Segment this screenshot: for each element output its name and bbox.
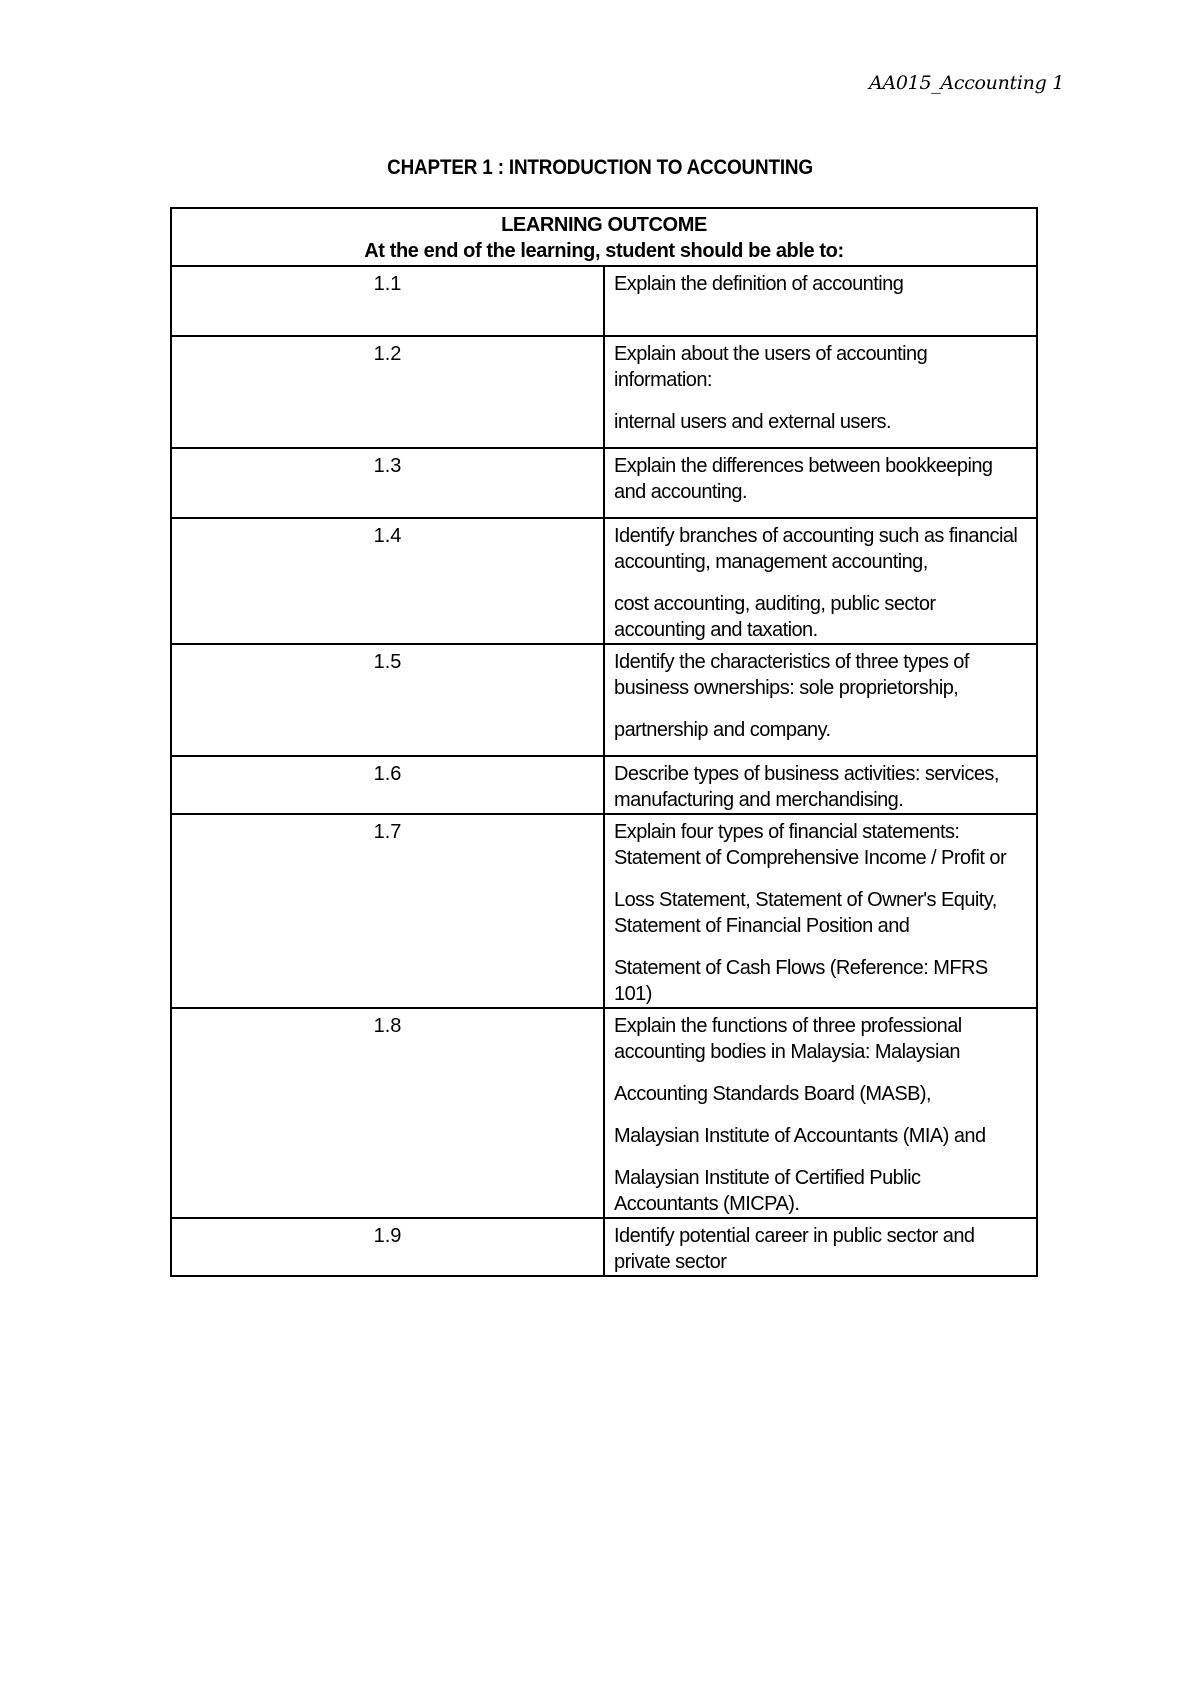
outcome-number: 1.7 xyxy=(373,821,402,843)
table-heading-title: LEARNING OUTCOME xyxy=(501,214,707,236)
outcome-description-cell xyxy=(604,448,1037,518)
outcome-number-cell xyxy=(171,814,604,1008)
table-heading-subtitle: At the end of the learning, student should be able to: xyxy=(364,240,844,262)
outcome-text: Malaysian Institute of Certified Public Accountants (MICPA). xyxy=(614,1167,921,1215)
outcome-text: Accounting Standards Board (MASB), xyxy=(614,1083,932,1105)
outcome-description-cell xyxy=(604,266,1037,336)
outcome-description-cell xyxy=(604,1218,1037,1276)
table-header-row xyxy=(171,208,1037,266)
table-row xyxy=(171,1008,1037,1218)
outcome-number: 1.9 xyxy=(373,1225,402,1247)
outcome-text: Explain four types of financial statements: Statement of Comprehensive Income / Profit or xyxy=(614,821,1007,869)
outcome-text: Malaysian Institute of Accountants (MIA) and xyxy=(614,1125,986,1147)
table-row xyxy=(171,756,1037,814)
outcome-number-cell xyxy=(171,518,604,644)
outcome-number: 1.3 xyxy=(373,455,402,477)
outcome-text: cost accounting, auditing, public sector accounting and taxation. xyxy=(614,593,936,641)
table-row xyxy=(171,448,1037,518)
outcome-text: Explain about the users of accounting information: xyxy=(614,343,928,391)
outcome-number: 1.8 xyxy=(373,1015,402,1037)
table-row xyxy=(171,336,1037,448)
outcome-description-cell xyxy=(604,814,1037,1008)
table-row xyxy=(171,644,1037,756)
outcome-description-cell xyxy=(604,644,1037,756)
table-row xyxy=(171,518,1037,644)
outcome-number-cell xyxy=(171,266,604,336)
outcome-number-cell xyxy=(171,644,604,756)
outcome-number-cell xyxy=(171,336,604,448)
outcome-number: 1.2 xyxy=(373,343,402,365)
outcome-description-cell xyxy=(604,518,1037,644)
table-row xyxy=(171,814,1037,1008)
outcome-text: partnership and company. xyxy=(614,719,831,741)
outcome-number: 1.1 xyxy=(373,273,402,295)
outcome-number: 1.5 xyxy=(373,651,402,673)
outcome-number-cell xyxy=(171,448,604,518)
learning-outcome-table xyxy=(170,207,1038,1277)
outcome-description-cell xyxy=(604,756,1037,814)
outcome-text: Explain the definition of accounting xyxy=(614,273,904,295)
table-row xyxy=(171,1218,1037,1276)
outcome-text: Identify branches of accounting such as financial accounting, management accounting, xyxy=(614,525,1018,573)
outcome-description-cell xyxy=(604,336,1037,448)
outcome-text: Identify potential career in public sector and private sector xyxy=(614,1225,975,1273)
outcome-text: Explain the functions of three professional accounting bodies in Malaysia: Malaysian xyxy=(614,1015,962,1063)
chapter-title: CHAPTER 1 : INTRODUCTION TO ACCOUNTING xyxy=(387,156,813,179)
outcome-description-cell xyxy=(604,1008,1037,1218)
running-header: AA015_Accounting 1 xyxy=(869,72,1064,94)
outcome-number-cell xyxy=(171,1008,604,1218)
outcome-text: internal users and external users. xyxy=(614,411,892,433)
outcome-text: Identify the characteristics of three types of business ownerships: sole proprietorship, xyxy=(614,651,969,699)
outcome-text: Explain the differences between bookkeeping and accounting. xyxy=(614,455,993,503)
outcome-number-cell xyxy=(171,756,604,814)
table-row xyxy=(171,266,1037,336)
outcome-text: Statement of Cash Flows (Reference: MFRS 101) xyxy=(614,957,988,1005)
table-header-cell xyxy=(171,208,1037,266)
outcome-number: 1.6 xyxy=(373,763,402,785)
outcome-text: Describe types of business activities: services, manufacturing and merchandising. xyxy=(614,763,999,811)
outcome-number-cell xyxy=(171,1218,604,1276)
outcome-number: 1.4 xyxy=(373,525,402,547)
outcome-text: Loss Statement, Statement of Owner's Equity, Statement of Financial Position and xyxy=(614,889,997,937)
